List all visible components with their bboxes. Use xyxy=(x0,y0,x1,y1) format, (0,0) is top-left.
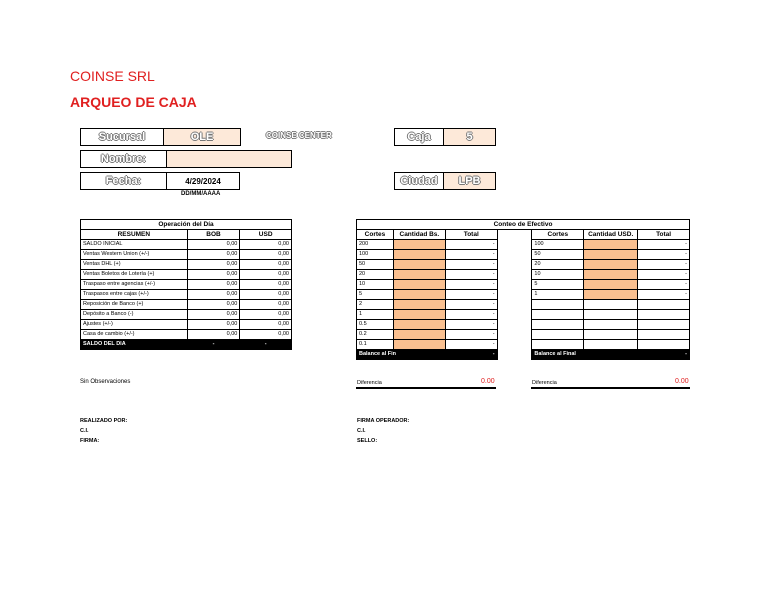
bob-cell[interactable]: 0,00 xyxy=(187,300,240,310)
usd-cell[interactable]: 0,00 xyxy=(240,310,292,320)
table-row xyxy=(81,250,292,260)
bob-cell[interactable]: 0,00 xyxy=(187,320,240,330)
corte-cell: 1 xyxy=(357,310,394,320)
cantidad-input[interactable] xyxy=(393,240,445,250)
conteo-title: Conteo de Efectivo xyxy=(357,220,690,230)
row-label: Ventas Boletos de Lotería (+) xyxy=(81,270,188,280)
cantidad-input[interactable] xyxy=(584,250,638,260)
empty-cell xyxy=(532,340,584,350)
total-cell: - xyxy=(445,250,497,260)
table-row xyxy=(81,300,292,310)
spacer xyxy=(497,270,532,280)
table-row xyxy=(357,240,690,250)
empty-cell xyxy=(532,330,584,340)
row-label: Casa de cambio (+/-) xyxy=(81,330,188,340)
corte-cell: 20 xyxy=(357,270,394,280)
corte-cell: 0.1 xyxy=(357,340,394,350)
col-cortes-usd: Cortes xyxy=(532,230,584,240)
corte-cell: 2 xyxy=(357,300,394,310)
corte-cell: 0.2 xyxy=(357,330,394,340)
cantidad-input[interactable] xyxy=(393,290,445,300)
ciudad-field[interactable]: LPB xyxy=(443,172,496,190)
diferencia-bs-value: 0.00 xyxy=(481,378,495,385)
table-row xyxy=(357,310,690,320)
total-cell: - xyxy=(638,270,690,280)
sucursal-label: Sucursal xyxy=(80,128,164,146)
cantidad-input[interactable] xyxy=(584,280,638,290)
usd-cell[interactable]: 0,00 xyxy=(240,250,292,260)
col-resumen: RESUMEN xyxy=(81,230,188,240)
corte-cell: 5 xyxy=(357,290,394,300)
bob-cell[interactable]: 0,00 xyxy=(187,310,240,320)
table-row xyxy=(357,250,690,260)
bob-cell[interactable]: 0,00 xyxy=(187,260,240,270)
total-row xyxy=(81,340,292,350)
total-cell: - xyxy=(445,270,497,280)
sucursal-field[interactable]: OLE xyxy=(163,128,241,146)
center-name: COINSE CENTER xyxy=(266,131,332,140)
total-cell: - xyxy=(638,290,690,300)
bob-cell[interactable]: 0,00 xyxy=(187,280,240,290)
spacer xyxy=(497,310,532,320)
usd-cell[interactable]: 0,00 xyxy=(240,260,292,270)
balance-usd-value: - xyxy=(638,350,690,360)
cantidad-input[interactable] xyxy=(584,290,638,300)
total-cell: - xyxy=(445,310,497,320)
cantidad-input[interactable] xyxy=(393,310,445,320)
diferencia-usd-value: 0.00 xyxy=(675,378,689,385)
balance-bs-value: - xyxy=(445,350,497,360)
table-row xyxy=(357,330,690,340)
table-row xyxy=(81,290,292,300)
row-label: Ventas DHL (+) xyxy=(81,260,188,270)
row-label: SALDO INICIAL xyxy=(81,240,188,250)
bob-cell[interactable]: 0,00 xyxy=(187,270,240,280)
diferencia-bs-underline xyxy=(356,387,496,389)
balance-bs-label: Balance al Fin xyxy=(357,350,446,360)
operacion-table xyxy=(80,219,292,350)
total-cell: - xyxy=(638,240,690,250)
table-row xyxy=(81,240,292,250)
table-row xyxy=(357,260,690,270)
cantidad-input[interactable] xyxy=(393,260,445,270)
diferencia-usd-underline xyxy=(531,387,690,389)
usd-cell[interactable]: 0,00 xyxy=(240,290,292,300)
bob-cell[interactable]: 0,00 xyxy=(187,330,240,340)
col-cortes-bs: Cortes xyxy=(357,230,394,240)
firma-operador-label: FIRMA OPERADOR: xyxy=(357,418,410,424)
table-row xyxy=(357,270,690,280)
diferencia-bs-label: Diferencia xyxy=(357,380,382,386)
row-label: Ajustes (+/-) xyxy=(81,320,188,330)
fecha-format-hint: DD/MM/AAAA xyxy=(181,191,221,197)
corte-cell: 5 xyxy=(532,280,584,290)
usd-cell[interactable]: 0,00 xyxy=(240,300,292,310)
spacer xyxy=(497,280,532,290)
cantidad-input[interactable] xyxy=(393,280,445,290)
balance-row xyxy=(357,350,690,360)
cantidad-input[interactable] xyxy=(393,340,445,350)
observaciones-text: Sin Observaciones xyxy=(80,379,131,385)
total-cell: - xyxy=(445,240,497,250)
empty-cell xyxy=(638,330,690,340)
spacer xyxy=(497,260,532,270)
spacer xyxy=(497,300,532,310)
cantidad-input[interactable] xyxy=(393,270,445,280)
empty-cell xyxy=(638,320,690,330)
spacer xyxy=(497,320,532,330)
saldo-dia-usd: - xyxy=(240,340,292,350)
empty-cell xyxy=(638,340,690,350)
cantidad-input[interactable] xyxy=(393,300,445,310)
col-cantidad-usd: Cantidad USD. xyxy=(584,230,638,240)
realizado-por-label: REALIZADO POR: xyxy=(80,418,128,424)
corte-cell: 10 xyxy=(357,280,394,290)
corte-cell: 100 xyxy=(532,240,584,250)
ciudad-label: Ciudad xyxy=(394,172,444,190)
table-row xyxy=(357,290,690,300)
total-cell: - xyxy=(638,250,690,260)
table-row xyxy=(357,340,690,350)
corte-cell: 100 xyxy=(357,250,394,260)
balance-usd-label: Balance al Final xyxy=(532,350,638,360)
empty-cell xyxy=(532,320,584,330)
empty-cell xyxy=(584,310,638,320)
usd-cell[interactable]: 0,00 xyxy=(240,240,292,250)
empty-cell xyxy=(532,310,584,320)
row-label: Traspaso entre agencias (+/-) xyxy=(81,280,188,290)
empty-cell xyxy=(638,310,690,320)
table-row xyxy=(357,300,690,310)
cantidad-input[interactable] xyxy=(393,320,445,330)
usd-cell[interactable]: 0,00 xyxy=(240,270,292,280)
usd-cell[interactable]: 0,00 xyxy=(240,320,292,330)
empty-cell xyxy=(584,320,638,330)
conteo-table xyxy=(356,219,690,360)
fecha-label: Fecha: xyxy=(80,172,167,190)
corte-cell: 50 xyxy=(357,260,394,270)
col-usd: USD xyxy=(240,230,292,240)
empty-cell xyxy=(584,330,638,340)
empty-cell xyxy=(584,340,638,350)
fecha-field[interactable]: 4/29/2024 xyxy=(166,172,240,190)
table-row xyxy=(81,270,292,280)
spacer xyxy=(497,330,532,340)
total-cell: - xyxy=(445,290,497,300)
table-row xyxy=(81,320,292,330)
bob-cell[interactable]: 0,00 xyxy=(187,240,240,250)
corte-cell: 1 xyxy=(532,290,584,300)
ci-right-label: C.I. xyxy=(357,428,366,434)
caja-label: Caja xyxy=(394,128,444,146)
corte-cell: 50 xyxy=(532,250,584,260)
operacion-title: Operación del Día xyxy=(81,220,292,230)
usd-cell[interactable]: 0,00 xyxy=(240,280,292,290)
table-row xyxy=(81,310,292,320)
col-total-bs: Total xyxy=(445,230,497,240)
corte-cell: 10 xyxy=(532,270,584,280)
table-row xyxy=(81,280,292,290)
spacer xyxy=(497,230,532,240)
caja-field[interactable]: 5 xyxy=(443,128,496,146)
spacer xyxy=(497,290,532,300)
row-label: Ventas Western Union (+/-) xyxy=(81,250,188,260)
table-row xyxy=(81,260,292,270)
table-row xyxy=(357,320,690,330)
cantidad-input[interactable] xyxy=(584,240,638,250)
sello-label: SELLO: xyxy=(357,438,378,444)
total-cell: - xyxy=(445,320,497,330)
cantidad-input[interactable] xyxy=(584,270,638,280)
total-cell: - xyxy=(445,340,497,350)
ci-left-label: C.I. xyxy=(80,428,89,434)
spacer xyxy=(497,350,532,360)
col-total-usd: Total xyxy=(638,230,690,240)
total-cell: - xyxy=(445,260,497,270)
cantidad-input[interactable] xyxy=(584,260,638,270)
row-label: Reposición de Banco (+) xyxy=(81,300,188,310)
saldo-dia-label: SALDO DEL DIA xyxy=(81,340,188,350)
nombre-label: Nombre: xyxy=(80,150,167,168)
total-cell: - xyxy=(638,260,690,270)
total-cell: - xyxy=(638,280,690,290)
page-title: ARQUEO DE CAJA xyxy=(70,94,197,110)
cantidad-input[interactable] xyxy=(393,330,445,340)
col-bob: BOB xyxy=(187,230,240,240)
empty-cell xyxy=(584,300,638,310)
company-name: COINSE SRL xyxy=(70,68,155,84)
empty-cell xyxy=(638,300,690,310)
bob-cell[interactable]: 0,00 xyxy=(187,250,240,260)
saldo-dia-bob: - xyxy=(187,340,240,350)
spacer xyxy=(497,250,532,260)
spacer xyxy=(497,340,532,350)
spacer xyxy=(497,240,532,250)
diferencia-usd-label: Diferencia xyxy=(532,380,557,386)
table-row xyxy=(357,280,690,290)
bob-cell[interactable]: 0,00 xyxy=(187,290,240,300)
table-row xyxy=(81,330,292,340)
row-label: Traspasos entre cajas (+/-) xyxy=(81,290,188,300)
nombre-field[interactable] xyxy=(166,150,292,168)
usd-cell[interactable]: 0,00 xyxy=(240,330,292,340)
cantidad-input[interactable] xyxy=(393,250,445,260)
corte-cell: 200 xyxy=(357,240,394,250)
empty-cell xyxy=(532,300,584,310)
firma-label: FIRMA: xyxy=(80,438,100,444)
corte-cell: 0.5 xyxy=(357,320,394,330)
corte-cell: 20 xyxy=(532,260,584,270)
col-cantidad-bs: Cantidad Bs. xyxy=(393,230,445,240)
total-cell: - xyxy=(445,300,497,310)
total-cell: - xyxy=(445,330,497,340)
row-label: Depósito a Banco (-) xyxy=(81,310,188,320)
total-cell: - xyxy=(445,280,497,290)
